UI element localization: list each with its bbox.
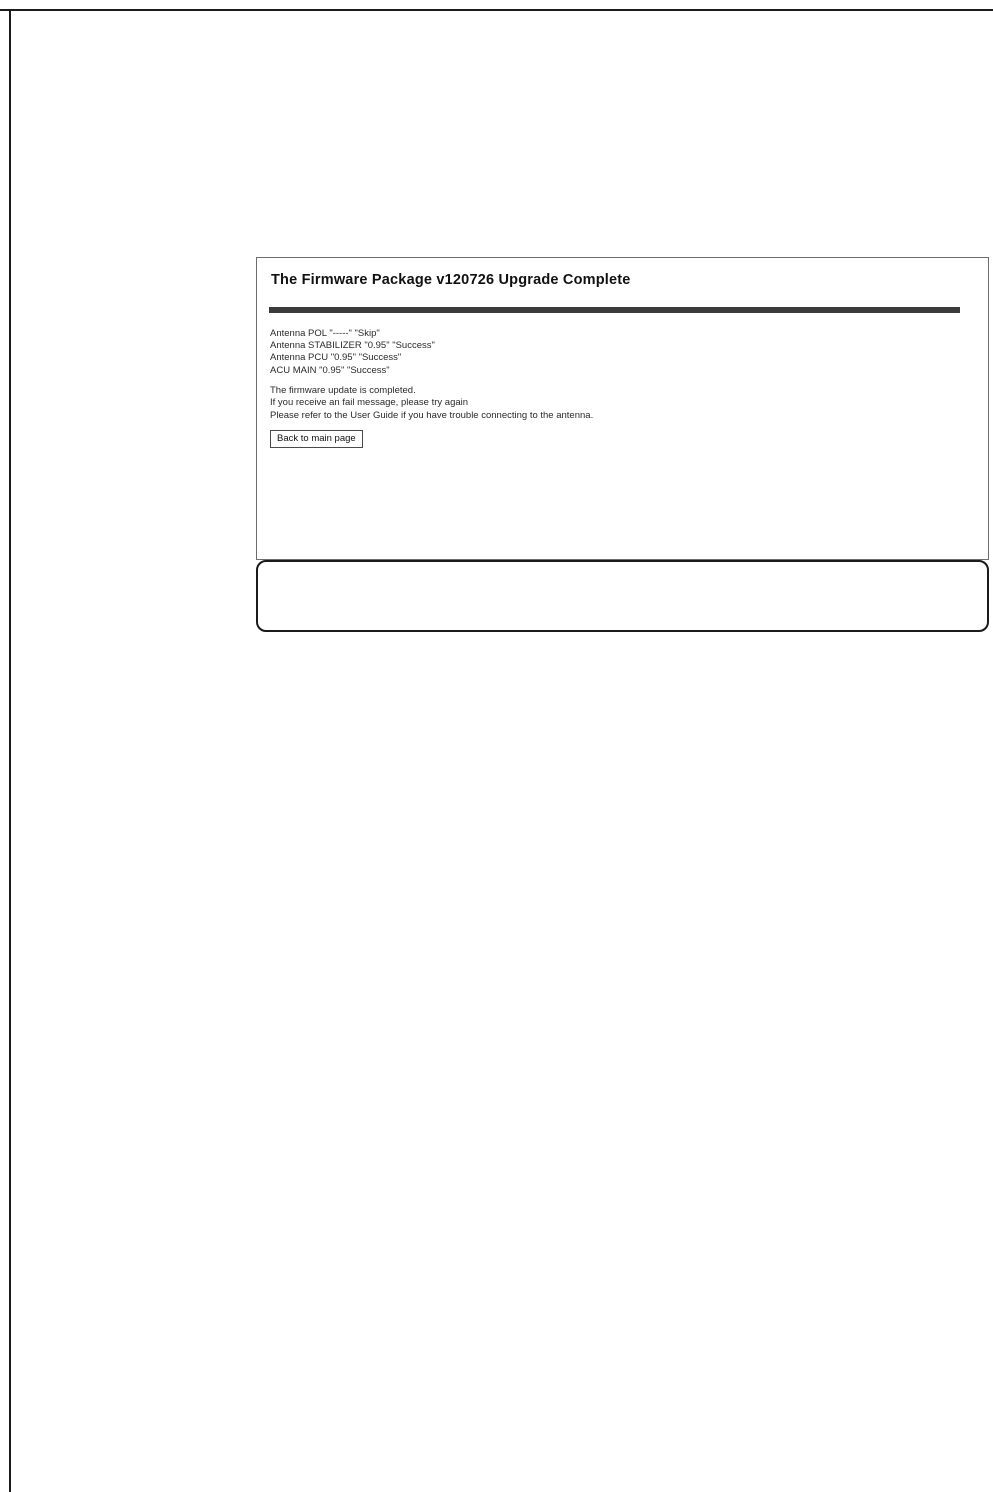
note-callout-box [256,560,989,632]
page-border-left [9,9,11,1492]
status-message-block [270,385,593,422]
list-item: Antenna STABILIZER "0.95" "Success" [270,340,435,352]
status-text-completed: The firmware update is completed. [270,385,416,396]
list-item: Antenna PCU "0.95" "Success" [270,352,402,364]
page-title: The Firmware Package v120726 Upgrade Complete [271,272,631,288]
back-to-main-page-button[interactable]: Back to main page [270,430,363,448]
status-text-retry: If you receive an fail message, please try again [270,397,469,409]
list-item: ACU MAIN "0.95" "Success" [270,364,390,376]
firmware-results-list [270,328,435,377]
list-item: Antenna POL "-----" "Skip" [270,328,380,339]
page-border-top [0,9,993,11]
firmware-upgrade-panel [256,257,989,560]
status-text-userguide: Please refer to the User Guide if you have trouble connecting to the antenna. [270,409,594,421]
title-divider [269,307,960,313]
